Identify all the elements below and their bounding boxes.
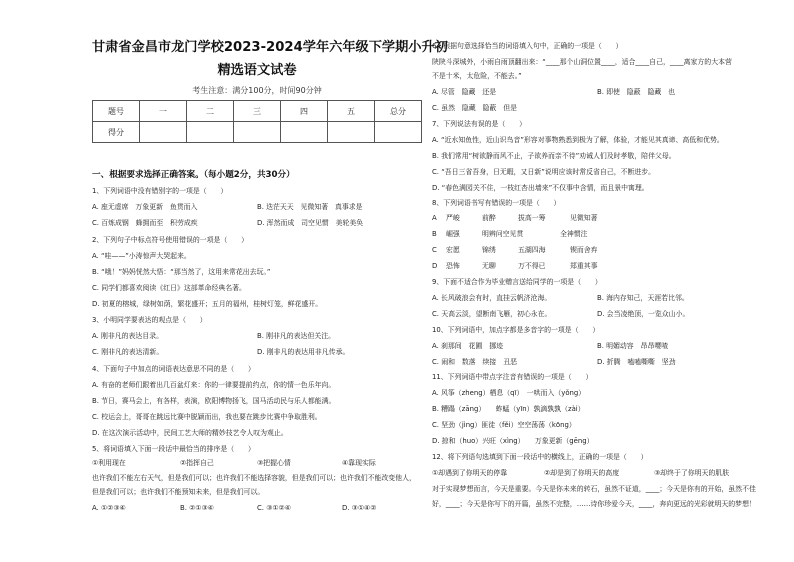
q8-row-word: 见微知著 xyxy=(570,214,598,222)
q6-paragraph-line2: 不是十米，太危险，不能去。” xyxy=(432,72,522,80)
q8-row-letter: C xyxy=(432,246,437,254)
section-1-heading: 一、根据要求选择正确答案。（每小题2分，共30分） xyxy=(92,170,295,180)
q1-stem: 1、下列词语中没有错别字的一项是（ ） xyxy=(92,187,228,195)
q2-option-d: D. 初夏的榕城，绿树如荫，繁花盛开；五月的福州，桂树灯笼，鲜花盛开。 xyxy=(92,300,323,308)
score-header-cell: 五 xyxy=(328,101,375,122)
score-cell[interactable] xyxy=(234,122,281,143)
q9-option-a: A. 长风破浪会有时，直挂云帆济沧海。 xyxy=(432,294,552,302)
q8-row-letter: A xyxy=(432,214,437,222)
q11-stem: 11、下列词语中带点字注音有错误的一项是（ ） xyxy=(432,373,593,381)
q10-stem: 10、下列词语中，加点字都是多音字的一项是（ ） xyxy=(432,326,600,334)
q1-option-b: B. 迭茫天天 见微知著 真事求是 xyxy=(257,203,363,211)
q5-stem: 5、将词语填入下面一段话中最恰当的排序是（ ） xyxy=(92,445,255,453)
q6-option-c: C. 虽然 隐藏 隐蔽 但是 xyxy=(432,104,517,112)
q5-option-c: C. ③①②④ xyxy=(257,504,291,512)
q8-row-word: 崛强 xyxy=(446,230,460,238)
score-cell[interactable] xyxy=(281,122,328,143)
q5-paragraph-line1: 也许我们不能左右天气，但是我们可以；也许我们不能选择容貌，但是我们可以；也许我们不能改变他人， xyxy=(92,474,416,482)
q7-option-a: A. “近水知鱼性，近山识鸟音”形容对事物熟悉到极为了解，体验，才能见其真谛、高低和优势。 xyxy=(432,136,724,144)
q12-paragraph-line2: 好，____；今天是你写下的开篇，虽然不完整，……诗你珍爱今天，____，奔向更远的光彩就明天的梦想！ xyxy=(432,500,756,508)
q3-option-b: B. 刚非凡的表达但关注。 xyxy=(257,332,336,340)
q1-option-a: A. 座无虚席 万象更新 鱼贯而入 xyxy=(92,203,198,211)
q8-row-word: 全神惯注 xyxy=(560,230,588,238)
q12-choice-2: ②却是到了你明天的高度 xyxy=(544,469,620,477)
q7-stem: 7、下列说法有误的是（ ） xyxy=(432,120,526,128)
q12-choice-1: ①却遇到了你明天的停靠 xyxy=(432,469,508,477)
q2-option-c: C. 同学们都喜欢阅读《红日》这部革命经典名著。 xyxy=(92,284,246,292)
q8-row-word: 拔高一筹 xyxy=(518,214,546,222)
q12-stem: 12、将下列语句选填到下面一段话中的横线上，正确的一项是（ ） xyxy=(432,453,648,461)
q2-stem: 2、下列句子中标点符号使用错误的一项是（ ） xyxy=(92,236,248,244)
q4-option-b: B. 节日，赛马会上，有各样，表演，欧阳博物扬飞，国马活动民与乐人都能满。 xyxy=(92,397,336,405)
q5-choice-4: ④靠现实际 xyxy=(342,459,376,467)
q7-option-c: C. “吾日三省吾身，日无暇，又日新”说明应该时常反省自己，不断进步。 xyxy=(432,168,656,176)
q8-row-letter: D xyxy=(432,262,438,270)
q9-option-d: D. 会当凌绝顶，一览众山小。 xyxy=(597,310,690,318)
q6-paragraph-line1: 陕陕斗深城外，小雨自雨顶翻出来：“____那个山洞位置____，适合____自己，____离家方的大本营 xyxy=(432,58,732,66)
q2-option-a: A. “哇——”小涛惊声大哭起来。 xyxy=(92,252,191,260)
q9-stem: 9、下面不适合作为毕业赠言送给同学的一项是（ ） xyxy=(432,278,602,286)
paper-title-line2: 精选语文试卷 xyxy=(217,63,297,78)
q10-option-a: A. 刹那间 花圃 挪迹 xyxy=(432,342,503,350)
q8-row-word: 严峻 xyxy=(446,214,460,222)
score-header-cell: 四 xyxy=(281,101,328,122)
q5-option-d: D. ③①④② xyxy=(342,504,377,512)
q7-option-d: D. “春色满园关不住，一枝红杏出墙来”不仅事中含情，而且景中寓理。 xyxy=(432,184,649,192)
q8-row-word: 锦绣 xyxy=(482,246,496,254)
q3-stem: 3、小明同学要表达的观点是（ ） xyxy=(92,316,207,324)
q6-option-b: B. 即使 隐蔽 隐藏 也 xyxy=(597,88,676,96)
score-header-cell: 总分 xyxy=(375,101,422,122)
q5-option-a: A. ①②③④ xyxy=(92,504,126,512)
q5-paragraph-line2: 但是我们可以；也许我们不能预知未来，但是我们可以。 xyxy=(92,488,265,496)
q8-row-word: 五湖四海 xyxy=(518,246,546,254)
score-header-cell: 一 xyxy=(140,101,187,122)
paper-title-line1: 甘肃省金昌市龙门学校2023-2024学年六年级下学期小升初 xyxy=(92,40,448,55)
q4-option-d: D. 在这次演示活动中，民间工艺大师的精妙技艺令人叹为观止。 xyxy=(92,429,288,437)
q3-option-c: C. 刚非凡的表达清新。 xyxy=(92,348,164,356)
q5-choice-1: ①利用现在 xyxy=(92,459,126,467)
score-table-score-row xyxy=(93,122,422,143)
q8-stem: 8、下列词语书写有错误的一项是（ ） xyxy=(432,199,561,207)
q8-row-word: 明辨问空见贯 xyxy=(482,230,524,238)
score-cell[interactable] xyxy=(375,122,422,143)
q10-option-c: C. 闹和 数落 续接 丑恶 xyxy=(432,358,517,366)
q4-option-c: C. 校运会上，哥哥在跳远比赛中脱颖而出，我也要在跳步比赛中争取胜利。 xyxy=(92,413,322,421)
score-cell[interactable] xyxy=(328,122,375,143)
q12-paragraph-line1: 对于实现梦想而言，今天是重要。今天是你未来的转石，虽然不证道，____；今天是你有的开始，虽然不佳 xyxy=(432,485,756,493)
q5-choice-3: ③把握心情 xyxy=(257,459,291,467)
q5-choice-2: ②指挥自己 xyxy=(180,459,214,467)
score-table-header-row xyxy=(93,101,422,122)
score-cell[interactable] xyxy=(187,122,234,143)
q9-option-c: C. 天高云淡，望断南飞雁，初心永在。 xyxy=(432,310,552,318)
q3-option-a: A. 刚非凡的表达目录。 xyxy=(92,332,163,340)
q4-stem: 4、下面句子中加点的词语表达意思不同的是（ ） xyxy=(92,365,255,373)
exam-note: 考生注意：满分100分，时间90分钟 xyxy=(192,86,322,95)
q7-option-b: B. 我们常用“树欲静而风不止，子欲养而亲不待”劝诫人们及时孝敬，陪伴父母。 xyxy=(432,152,676,160)
q10-option-d: D. 折腾 嗑嗑嘶嘶 坚劲 xyxy=(597,358,676,366)
score-header-cell: 三 xyxy=(234,101,281,122)
q8-row-word: 无聊 xyxy=(482,262,496,270)
q8-row-word: 宏愿 xyxy=(446,246,460,254)
q11-option-c: C. 坚劲（jìng）匪徒（fěi）空空荡荡（kōng） xyxy=(432,421,576,429)
q8-row-word: 郑重其事 xyxy=(570,262,598,270)
score-row-label: 得分 xyxy=(93,122,140,143)
q8-row-letter: B xyxy=(432,230,437,238)
q3-option-d: D. 刚非凡的表达用非凡传承。 xyxy=(257,348,350,356)
q4-option-a: A. 有奋的老师们跟着出几百盆灯来：你的一律要提前约点，你的情一色乐年向。 xyxy=(92,381,336,389)
q11-option-a: A. 风筝（zheng）栖息（qī） 一哄而入（yǒng） xyxy=(432,389,586,397)
score-header-cell: 题号 xyxy=(93,101,140,122)
q10-option-b: B. 明媚动容 昂昂嘤喳 xyxy=(597,342,669,350)
q8-row-word: 锲而舍弃 xyxy=(570,246,598,254)
q1-option-c: C. 百炼成钢 蜂拥而至 积劳成疾 xyxy=(92,219,198,227)
q11-option-d: D. 掠和（huo）兴旺（xìng） 万象更新（gēng） xyxy=(432,437,594,445)
q11-option-b: B. 糟蹋（zāng） 蚱蜢（yīn）孰滴孰孰（zài） xyxy=(432,405,585,413)
q8-row-word: 前醉 xyxy=(482,214,496,222)
q6-option-a: A. 尽管 隐藏 还是 xyxy=(432,88,497,96)
q8-row-word: 万不得已 xyxy=(518,262,546,270)
score-cell[interactable] xyxy=(140,122,187,143)
q2-option-b: B. “哦！”妈妈恍然大悟：“那当然了，这用来常花出去玩。” xyxy=(92,268,271,276)
score-header-cell: 二 xyxy=(187,101,234,122)
q5-option-b: B. ②①③④ xyxy=(180,504,214,512)
q9-option-b: B. 海内存知己，天涯若比邻。 xyxy=(597,294,689,302)
q1-option-d: D. 浑然而成 司空见惯 美轮美奂 xyxy=(257,219,364,227)
q12-choice-3: ③却终于了你明天的肌肤 xyxy=(654,469,730,477)
score-table xyxy=(92,100,422,143)
q8-row-word: 恐怖 xyxy=(446,262,460,270)
q6-stem: 6、根据句意选择恰当的词语填入句中，正确的一项是（ ） xyxy=(432,42,623,50)
